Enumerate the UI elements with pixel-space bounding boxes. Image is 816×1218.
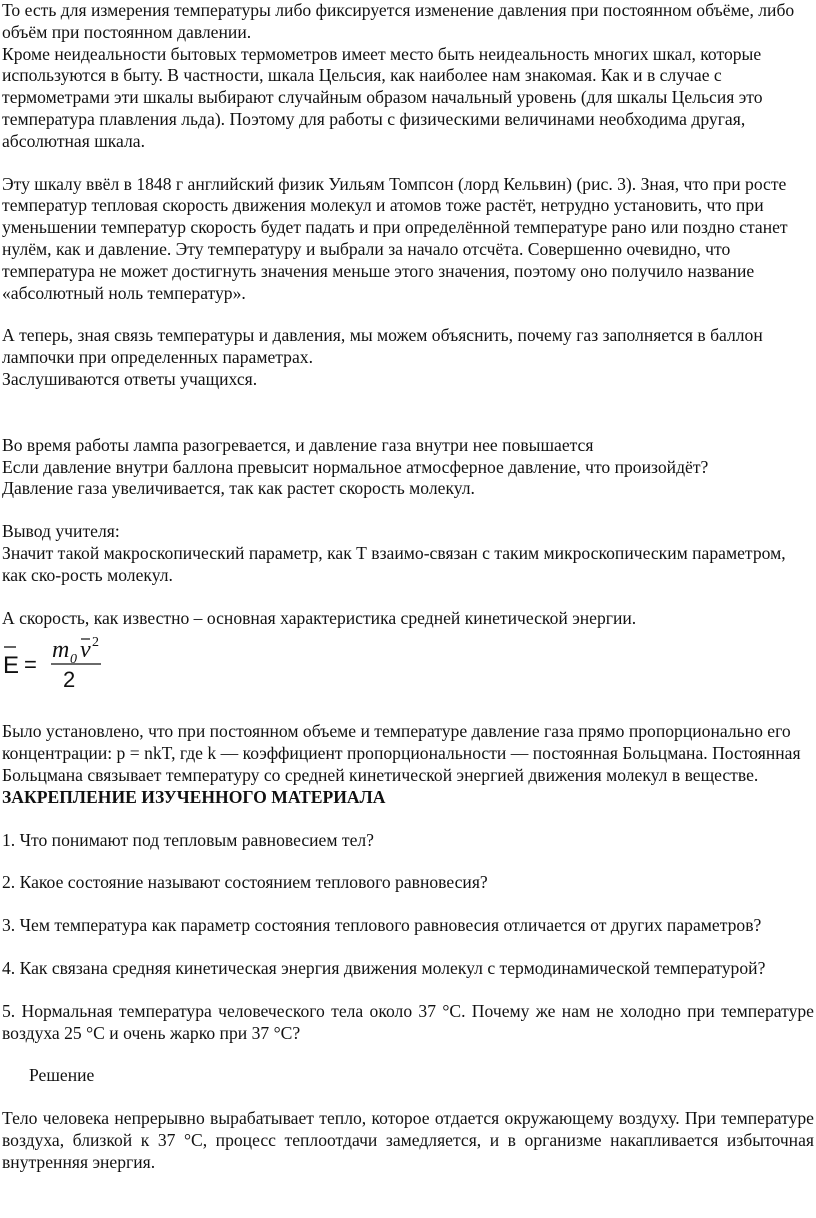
spacer (2, 500, 814, 521)
spacer (2, 937, 814, 958)
spacer (2, 894, 814, 915)
spacer (2, 809, 814, 830)
paragraph-macro-micro: Значит такой макроскопический параметр, как Т взаимо-связан с таким микроскопическим параметром, как ско-рость молекул. (2, 542, 786, 585)
kinetic-energy-formula (2, 633, 814, 699)
paragraph-velocity: А скорость, как известно – основная характеристика средней кинетической энергии. (2, 607, 637, 628)
formula-graphic (2, 633, 122, 695)
solution-label: Решение (29, 1065, 95, 1086)
formula-velocity: v (80, 637, 91, 664)
paragraph-question: Если давление внутри баллона превысит нормальное атмосферное давление, что произойдёт? (2, 456, 709, 477)
spacer (2, 851, 814, 872)
formula-mass: m (52, 637, 70, 664)
paragraph-answers: Заслушиваются ответы учащихся. (2, 368, 258, 389)
question-3: 3. Чем температура как параметр состояния теплового равновесия отличается от других параметров? (2, 915, 762, 936)
section-heading: ЗАКРЕПЛЕНИЕ ИЗУЧЕННОГО МАТЕРИАЛА (2, 786, 386, 807)
solution-text: Тело человека непрерывно вырабатывает тепло, которое отдается окружающему воздуху. При температуре воздуха, близкой к 37 °С, процесс теплоотдачи замедляется, и в организме накапливается избыточная внутренняя энергия. (2, 1108, 814, 1172)
question-1: 1. Что понимают под тепловым равновесием тел? (2, 829, 374, 850)
spacer (2, 1044, 814, 1065)
formula-denominator: 2 (63, 667, 76, 693)
spacer (2, 980, 814, 1001)
spacer (2, 699, 814, 721)
question-2: 2. Какое состояние называют состоянием теплового равновесия? (2, 872, 488, 893)
formula-lhs: E (3, 652, 20, 680)
formula-mass-subscript: 0 (70, 652, 77, 668)
paragraph-kelvin: Эту шкалу ввёл в 1848 г английский физик Уильям Томпсон (лорд Кельвин) (рис. 3). Зная, что при росте температур тепловая скорость движения молекул и атомов тоже растёт, нетрудно установить, что при уменьшении температур скорость будет падать и при определённой температуре рано или поздно станет нулём, как и давление. Эту температуру и выбрали за начало отсчёта. Совершенно очевидно, что температура не может достигнуть значения меньше этого значения, поэтому оно получило название «абсолютный ноль температур». (2, 173, 788, 303)
question-4: 4. Как связана средняя кинетическая энергия движения молекул с термодинамической температурой? (2, 957, 766, 978)
formula-velocity-power: 2 (92, 635, 99, 651)
paragraph-lamp: А теперь, зная связь температуры и давления, мы можем объяснить, почему газ заполняется в баллон лампочки при определенных параметрах. (2, 325, 763, 368)
spacer (2, 587, 814, 608)
spacer (2, 1087, 814, 1108)
paragraph-measurement: То есть для измерения температуры либо фиксируется изменение давления при постоянном объёме, либо объём при постоянном давлении. (2, 0, 795, 42)
formula-equals: = (24, 652, 37, 678)
paragraph-lamp-heats: Во время работы лампа разогревается, и давление газа внутри нее повышается (2, 434, 594, 455)
paragraph-teacher-conclusion: Вывод учителя: (2, 521, 120, 542)
paragraph-scales: Кроме неидеальности бытовых термометров имеет место быть неидеальность многих шкал, которые используются в быту. В частности, шкала Цельсия, как наиболее нам знакомая. Как и в случае с термометрами эти шкалы выбирают случайным образом начальный уровень (для шкалы Цельсия это температура плавления льда). Поэтому для работы с физическими величинами необходима другая, абсолютная шкала. (2, 43, 763, 151)
spacer (2, 153, 814, 174)
spacer (2, 304, 814, 325)
paragraph-answer: Давление газа увеличивается, так как растет скорость молекул. (2, 478, 475, 499)
paragraph-boltzmann: Было установлено, что при постоянном объеме и температуре давление газа прямо пропорционально его концентрации: p = nkT, где k — коэффициент пропорциональности — постоянная Больцмана. Постоянная Больцмана связывает температуру со средней кинетической энергией движения молекул в веществе. (2, 721, 801, 785)
question-5: 5. Нормальная температура человеческого тела около 37 °С. Почему же нам не холодно при температуре воздуха 25 °С и очень жарко при 37 °С? (2, 1000, 814, 1043)
spacer (2, 391, 814, 435)
